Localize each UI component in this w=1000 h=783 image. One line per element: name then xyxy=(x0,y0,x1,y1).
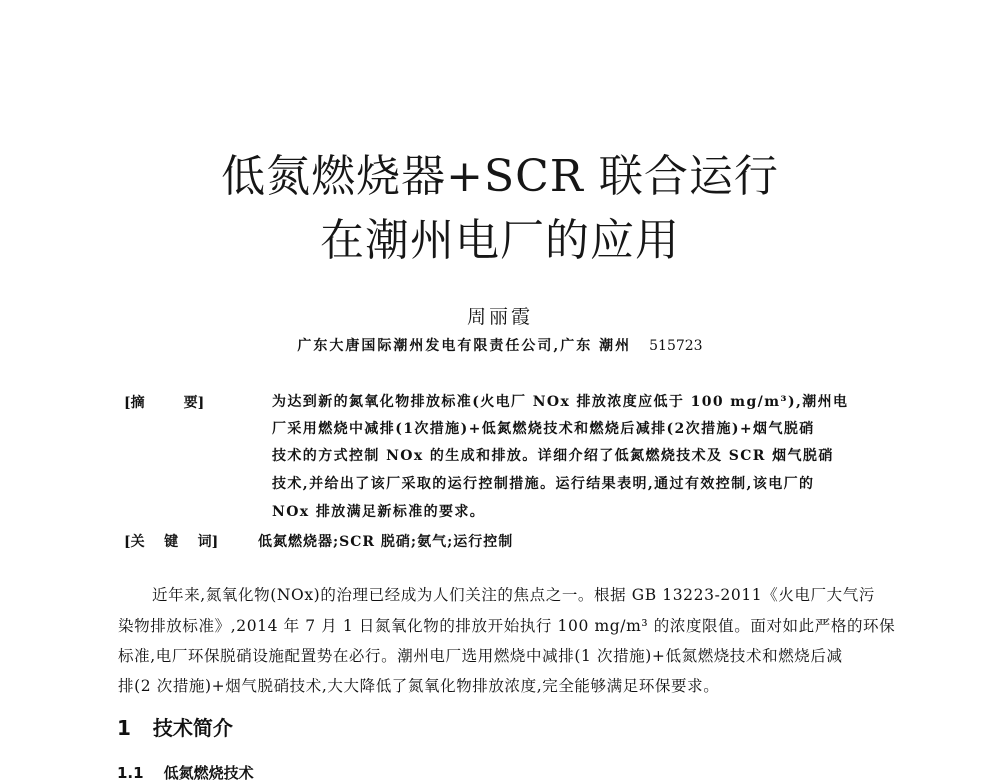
section-number: 1 xyxy=(117,716,131,740)
body-paragraph-line: 近年来,氮氧化物(NOx)的治理已经成为人们关注的焦点之一。根据 GB 13223-2011《火电厂大气污 xyxy=(152,586,875,604)
author-name: 周丽霞 xyxy=(466,306,533,328)
paper-title-line1: 低氮燃烧器+SCR 联合运行 xyxy=(221,151,779,202)
keywords-label: [关 键 词] xyxy=(124,534,219,550)
subsection-number: 1.1 xyxy=(117,764,144,782)
body-paragraph-line: 排(2 次措施)+烟气脱硝技术,大大降低了氮氧化物排放浓度,完全能够满足环保要求。 xyxy=(118,677,720,695)
body-paragraph-line: 标准,电厂环保脱硝设施配置势在必行。潮州电厂选用燃烧中减排(1 次措施)+低氮燃烧技术和燃烧后减 xyxy=(118,647,843,665)
keywords-text: 低氮燃烧器;SCR 脱硝;氨气;运行控制 xyxy=(258,534,514,550)
body-paragraph-line: 染物排放标准》,2014 年 7 月 1 日氮氧化物的排放开始执行 100 mg/m³ 的浓度限值。面对如此严格的环保 xyxy=(118,617,896,635)
paper-title-line2: 在潮州电厂的应用 xyxy=(320,215,680,266)
abstract-line: 技术的方式控制 NOx 的生成和排放。详细介绍了低氮燃烧技术及 SCR 烟气脱硝 xyxy=(272,448,834,464)
subsection-heading xyxy=(117,762,254,783)
section-heading xyxy=(117,712,233,741)
abstract-line: NOx 排放满足新标准的要求。 xyxy=(272,504,486,520)
author-affiliation xyxy=(0,335,1000,355)
abstract-label: [摘 要] xyxy=(124,395,205,411)
affiliation-org: 广东大唐国际潮州发电有限责任公司,广东 潮州 xyxy=(297,338,632,354)
abstract-line: 技术,并给出了该厂采取的运行控制措施。运行结果表明,通过有效控制,该电厂的 xyxy=(272,476,815,492)
abstract-line: 为达到新的氮氧化物排放标准(火电厂 NOx 排放浓度应低于 100 mg/m³),潮州电 xyxy=(272,394,849,410)
affiliation-zip: 515723 xyxy=(649,338,703,354)
subsection-title: 低氮燃烧技术 xyxy=(163,764,254,782)
section-title: 技术简介 xyxy=(152,716,233,740)
abstract-line: 厂采用燃烧中减排(1次措施)+低氮燃烧技术和燃烧后减排(2次措施)+烟气脱硝 xyxy=(272,421,815,437)
